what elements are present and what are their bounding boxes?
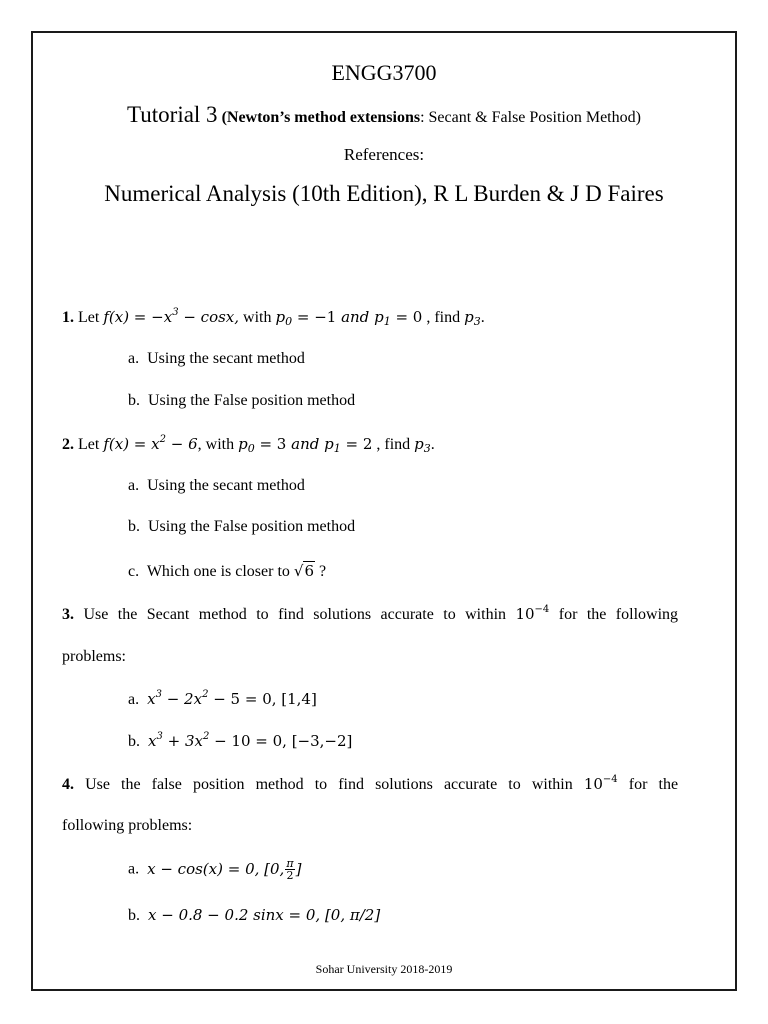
list-item: b. x − 0.8 − 0.2 sinx = 0, [0, π/2] xyxy=(128,906,381,924)
question-2: 2. Let $f(x) = x^2 - 6$, with $p_0 = 3$ and $p_1 = 2$ , find $p_3$. xyxy=(62,434,435,455)
subtitle-part1: (Newton’s method extensions xyxy=(221,109,421,126)
initial-values: $p_0 = 3$ and $p_1 = 2$ xyxy=(238,435,373,455)
course-code: ENGG3700 xyxy=(331,60,437,85)
square-root: √6 xyxy=(293,562,315,580)
references-label: References: xyxy=(343,145,425,164)
list-item: a. Using the secant method xyxy=(128,477,305,494)
list-item: a. $x^3 - 2x^2 - 5 = 0$, [1,4] xyxy=(128,689,317,708)
tutorial-title xyxy=(0,102,768,128)
function-definition: $f(x) = -x^3 - \cos x$, xyxy=(103,307,240,326)
question-number: 1. xyxy=(62,309,74,326)
list-item: b. Using the False position method xyxy=(128,518,356,535)
list-item: a. x − cos(x) = 0, [0, $\frac{\pi}{2}$ ] xyxy=(128,857,302,882)
tutorial-label: Tutorial 3 xyxy=(127,102,218,127)
tolerance: $10^{-4}$ xyxy=(515,604,550,623)
question-4-continuation: following problems: xyxy=(62,817,193,834)
list-item: b. Using the False position method xyxy=(128,392,356,409)
tolerance: $10^{-4}$ xyxy=(583,774,618,793)
function-definition: $f(x) = x^2 - 6$ xyxy=(103,434,198,453)
list-item: a. Using the secant method xyxy=(128,350,305,367)
question-number: 4. xyxy=(62,776,74,793)
question-number: 2. xyxy=(62,436,74,453)
page-footer: Sohar University 2018-2019 xyxy=(315,962,453,976)
list-item: c. Which one is closer to √6 ? xyxy=(128,562,327,580)
initial-values: $p_0 = -1$ and $p_1 = 0$ xyxy=(275,308,423,328)
subtitle-part2: : Secant & False Position Method) xyxy=(420,109,641,126)
reference-text: Numerical Analysis (10th Edition), R L Burden & J D Faires xyxy=(104,181,664,206)
list-item: b. $x^3 + 3x^2 - 10 = 0$, [−3,−2] xyxy=(128,731,353,750)
question-number: 3. xyxy=(62,606,74,623)
question-3-continuation: problems: xyxy=(62,648,126,665)
question-1: 1. Let $f(x) = -x^3 - \cos x$, with $p_0 = -1$ and $p_1 = 0$ , find $p_3$. xyxy=(62,307,485,328)
question-4: 4. Use the false position method to find solutions accurate to within $10^{-4}$ for the xyxy=(62,774,679,793)
question-3: 3. Use the Secant method to find solutions accurate to within $10^{-4}$ for the following xyxy=(62,604,679,623)
fraction: $\frac{\pi}{2}$ xyxy=(286,857,294,882)
page-border xyxy=(31,31,737,991)
